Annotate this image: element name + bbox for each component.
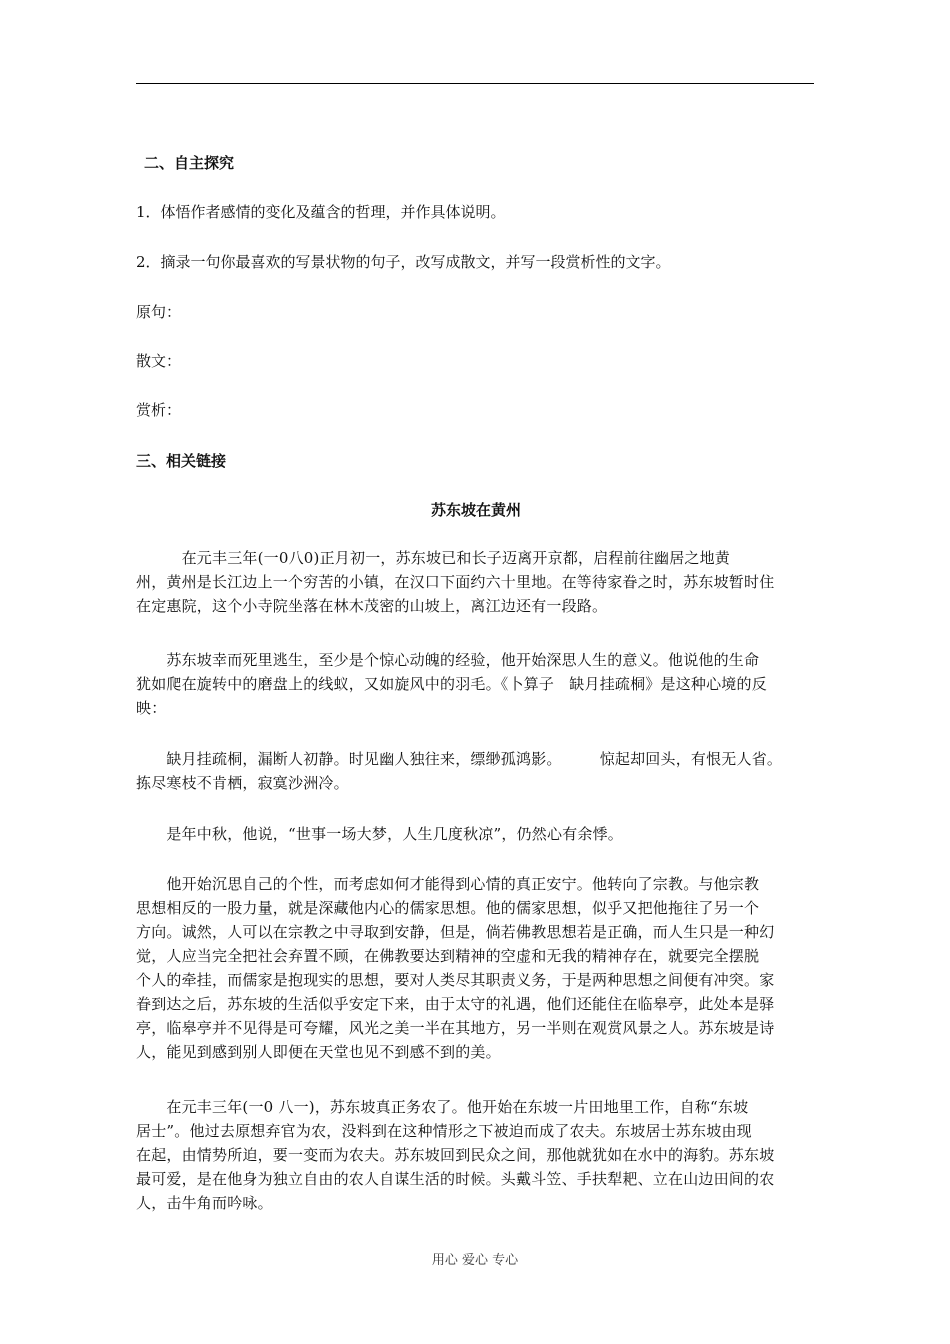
paragraph-line: 个人的牵挂，而儒家是抱现实的思想，要对人类尽其职责义务，于是两种思想之间便有冲突。家 [136,971,775,989]
paragraph-line: 他开始沉思自己的个性，而考虑如何才能得到心情的真正安宁。他转向了宗教。与他宗教 [136,875,760,893]
paragraph-line: 亭，临皋亭并不见得是可夸耀，风光之美一半在其地方，另一半则在观赏风景之人。苏东坡是诗 [136,1019,775,1037]
appreciation-label: 赏析： [136,401,182,419]
poem-line: 缺月挂疏桐，漏断人初静。时见幽人独往来，缥缈孤鸿影。 惊起却回头，有恨无人省。 [136,750,783,768]
question-2: 2．摘录一句你最喜欢的写景状物的句子，改写成散文，并写一段赏析性的文字。 [136,253,671,271]
paragraph-line: 映： [136,699,167,717]
paragraph-line: 犹如爬在旋转中的磨盘上的线蚁，又如旋风中的羽毛。《卜算子 缺月挂疏桐》是这种心境的反 [136,675,767,693]
header-rule [136,83,814,84]
article-paragraph-5 [136,872,816,1064]
paragraph-line: 在定惠院，这个小寺院坐落在林木茂密的山坡上，离江边还有一段路。 [136,597,608,615]
paragraph-line: 方向。诚然，人可以在宗教之中寻取到安静，但是，倘若佛教思想若是正确，而人生只是一种幻 [136,923,775,941]
paragraph-line: 眷到达之后，苏东坡的生活似乎安定下来，由于太守的礼遇，他们还能住在临皋亭，此处本是驿 [136,995,775,1013]
article-paragraph-6 [136,1095,816,1215]
section-three-heading: 三、相关链接 [136,452,227,470]
paragraph-line: 在起，由情势所迫，要一变而为农夫。苏东坡回到民众之间，那他就犹如在水中的海豹。苏东坡 [136,1146,775,1164]
article-paragraph-2 [136,648,816,720]
paragraph-line: 居士”。他过去原想弃官为农，没料到在这种情形之下被迫而成了农夫。东坡居士苏东坡由现 [136,1122,752,1140]
article-paragraph-1 [136,546,816,618]
paragraph-line: 觉，人应当完全把社会弃置不顾，在佛教要达到精神的空虚和无我的精神存在，就要完全摆脱 [136,947,760,965]
poem-line: 拣尽寒枝不肯栖，寂寞沙洲冷。 [136,774,349,792]
article-title: 苏东坡在黄州 [430,501,521,519]
paragraph-line: 是年中秋，他说，“世事一场大梦，人生几度秋凉”，仍然心有余悸。 [136,825,623,843]
paragraph-line: 人，能见到感到别人即便在天堂也见不到感不到的美。 [136,1043,501,1061]
paragraph-line: 思想相反的一股力量，就是深藏他内心的儒家思想。他的儒家思想，似乎又把他拖往了另一个 [136,899,760,917]
paragraph-line: 人，击牛角而吟咏。 [136,1194,273,1212]
paragraph-line: 最可爱，是在他身为独立自由的农人自谋生活的时候。头戴斗笠、手扶犁耙、立在山边田间的农 [136,1170,775,1188]
original-sentence-label: 原句： [136,303,182,321]
prose-label: 散文： [136,352,182,370]
section-two-heading: 二、自主探究 [144,154,235,172]
poem-paragraph [136,747,816,795]
paragraph-line: 在元丰三年(一0 八一)，苏东坡真正务农了。他开始在东坡一片田地里工作，自称“东坡 [136,1098,749,1116]
paragraph-line: 州，黄州是长江边上一个穷苦的小镇，在汉口下面约六十里地。在等待家眷之时，苏东坡暂时住 [136,573,775,591]
paragraph-line: 苏东坡幸而死里逃生，至少是个惊心动魄的经验，他开始深思人生的意义。他说他的生命 [136,651,760,669]
page-footer: 用心 爱心 专心 [431,1253,519,1268]
question-1: 1．体悟作者感情的变化及蕴含的哲理，并作具体说明。 [136,203,506,221]
paragraph-line: 在元丰三年(一0八0)正月初一，苏东坡已和长子迈离开京都，启程前往幽居之地黄 [136,549,730,567]
article-paragraph-4 [136,822,816,846]
